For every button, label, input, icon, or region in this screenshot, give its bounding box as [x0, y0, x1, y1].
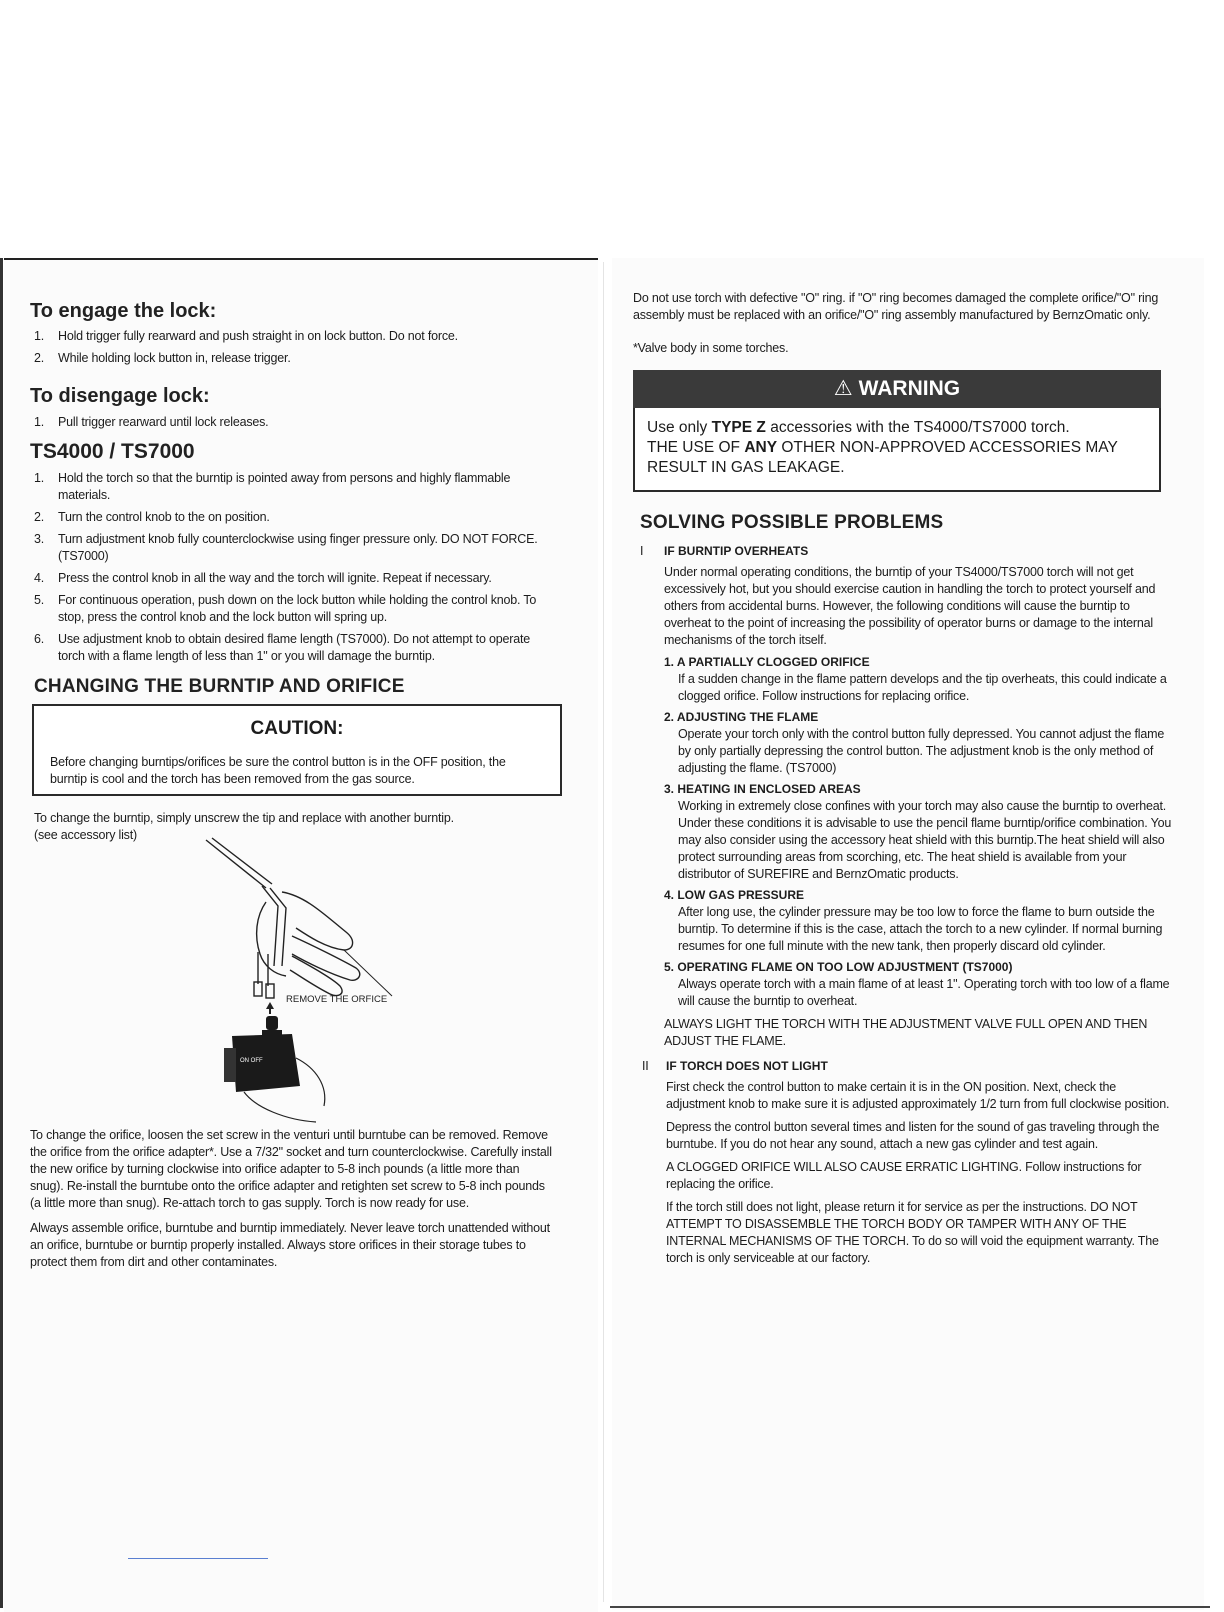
cause-title: 5. OPERATING FLAME ON TOO LOW ADJUSTMENT (TS7000) [664, 960, 1013, 974]
step-text: Turn the control knob to the on position. [58, 510, 270, 524]
step-number: 3. [34, 532, 45, 546]
cause-text: Working in extremely close confines with your torch may also cause the burntip to overheat. Under these conditions it is advisable to use the pencil flame burntip/orifice combination. You may also consider using the accessory heat shield with this burntip.The heat shield will also protect surrounding areas from scorching, etc. The heat shield is available from your distributor of SUREFIRE and BernzOmatic products. [678, 799, 1172, 881]
changing-burntip-heading: CHANGING THE BURNTIP AND ORIFICE [34, 676, 405, 697]
list-item [34, 592, 554, 626]
step-text: Use adjustment knob to obtain desired flame length (TS7000). Do not attempt to operate torch with a flame length of less than 1" or you will damage the burntip. [58, 632, 530, 663]
step-number: 2. [34, 351, 45, 365]
caution-box [32, 704, 562, 796]
valve-body-note: *Valve body in some torches. [633, 341, 789, 355]
on-off-label: ON OFF [240, 1058, 263, 1064]
disengage-lock-heading: To disengage lock: [30, 385, 210, 407]
step-text: While holding lock button in, release trigger. [58, 351, 291, 365]
oring-text: Do not use torch with defective "O" ring. if "O" ring becomes damaged the complete orifice/"O" ring assembly must be replaced with an orifice/"O" ring assembly manufactured by BernzOmatic only. [633, 291, 1159, 322]
section-does-not-light [642, 1058, 1176, 1267]
caution-text: Before changing burntips/orifices be sure the control button is in the OFF position, the burntip is cool and the torch has been removed from the gas source. [50, 755, 506, 786]
orifice-adapter [266, 1016, 278, 1030]
step-text: Hold trigger fully rearward and push straight in on lock button. Do not force. [58, 329, 458, 343]
step-number: 6. [34, 632, 45, 646]
trigger-guard [296, 1058, 325, 1106]
orifice-removal-illustration [196, 836, 406, 1126]
step-text: Hold the torch so that the burntip is pointed away from persons and highly flammable materials. [58, 471, 511, 502]
list-item [34, 470, 554, 504]
warning-text-bold: ANY [744, 439, 778, 456]
list-item [34, 414, 574, 431]
orifice-left [254, 982, 262, 996]
warning-text-part: Use only [647, 419, 712, 436]
arrow-up-icon [266, 1002, 274, 1009]
bottom-rule [610, 1606, 1210, 1608]
accessory-list-note: (see accessory list) [34, 828, 137, 842]
always-light-note: ALWAYS LIGHT THE TORCH WITH THE ADJUSTMENT VALVE FULL OPEN AND THEN ADJUST THE FLAME. [664, 1017, 1148, 1048]
cause-title: 3. HEATING IN ENCLOSED AREAS [664, 782, 861, 796]
list-item [34, 570, 554, 587]
orifice-right [266, 984, 274, 998]
assemble-text: Always assemble orifice, burntube and burntip immediately. Never leave torch unattended without an orifice, burntube or burntip properly installed. Always store orifices in their storage tubes to protect them from dirt and other contaminates. [30, 1221, 550, 1269]
section-intro: Under normal operating conditions, the burntip of your TS4000/TS7000 torch will not get excessively hot, but you should exercise caution in handling the torch to protect yourself and others from accidental burns. However, the following conditions will cause the burntip to overheat to the point of increasing the possibility of operator burns or damage to the internal mechanisms of the torch itself. [664, 565, 1156, 647]
engage-lock-heading: To engage the lock: [30, 300, 217, 322]
warning-bar [633, 370, 1161, 408]
change-burntip-line: To change the burntip, simply unscrew the tip and replace with another burntip. [34, 811, 454, 825]
warning-triangle-icon: ⚠ [833, 377, 853, 400]
step-number: 1. [34, 329, 45, 343]
paragraph: A CLOGGED ORIFICE WILL ALSO CAUSE ERRATIC LIGHTING. Follow instructions for replacing the orifice. [666, 1160, 1142, 1191]
cause-title: 4. LOW GAS PRESSURE [664, 888, 805, 902]
list-item [664, 959, 1172, 1010]
step-text: Press the control knob in all the way and the torch will ignite. Repeat if necessary. [58, 571, 492, 585]
warning-text-part: THE USE OF [647, 439, 745, 456]
warning-text [647, 418, 1147, 478]
remove-orifice-label: REMOVE THE ORFICE [286, 994, 388, 1005]
cause-title: 1. A PARTIALLY CLOGGED ORIFICE [664, 655, 870, 669]
step-text: Turn adjustment knob fully counterclockwise using finger pressure only. DO NOT FORCE. (TS7000) [58, 532, 538, 563]
caution-title: CAUTION: [250, 718, 344, 739]
warning-title: WARNING [858, 377, 961, 400]
step-number: 1. [34, 415, 45, 429]
paragraph: First check the control button to make certain it is in the ON position. Next, check the adjustment knob to make sure it is adjusted approximately 1/2 turn from full clockwise position. [666, 1080, 1170, 1111]
warning-text-bold: TYPE Z [711, 419, 766, 436]
list-item [664, 781, 1172, 883]
cause-text: After long use, the cylinder pressure may be too low to force the flame to burn outside the burntip. To determine if this is the case, attach the torch to a new cylinder. If normal burning resumes for one full minute with the new tank, then properly discard old cylinder. [678, 905, 1163, 953]
step-number: 2. [34, 510, 45, 524]
warning-box [633, 370, 1161, 492]
section-title: IF BURNTIP OVERHEATS [664, 544, 809, 558]
cause-text: Operate your torch only with the control button fully depressed. You cannot adjust the flame by only partially depressing the control button. The adjustment knob is the only method of adjusting the flame. (TS7000) [678, 727, 1165, 775]
page-fold [603, 262, 604, 1602]
section-number: I [640, 544, 644, 558]
warning-text-part: OTHER NON-APPROVED ACCESSORIES MAY RESULT IN GAS LEAKAGE. [647, 439, 1118, 476]
model-heading: TS4000 / TS7000 [30, 440, 195, 463]
cause-list [664, 654, 1172, 1050]
burntube-body [262, 886, 278, 966]
list-item [34, 509, 554, 526]
section-number: II [642, 1059, 649, 1073]
solving-problems-heading: SOLVING POSSIBLE PROBLEMS [640, 512, 944, 533]
change-orifice-text: To change the orifice, loosen the set screw in the venturi until burntube can be removed. Remove the orifice from the orifice adapter*. Use a 7/32" socket and turn counterclockwise. Carefully install the new orifice by turning clockwise into orifice adapter to 5-8 inch pounds (a little more than snug). Re-install the burntube onto the orifice adapter and retighten set screw to 5-8 inch pounds (a little more than snug). Re-attach torch to gas supply. Torch is now ready for use. [30, 1128, 552, 1210]
list-item [664, 709, 1172, 777]
disengage-steps [34, 414, 574, 436]
list-item [664, 654, 1172, 705]
list-item [34, 531, 554, 565]
engage-steps [34, 328, 574, 372]
list-item [34, 328, 574, 345]
burntube-line [206, 840, 266, 888]
section-title: IF TORCH DOES NOT LIGHT [666, 1059, 828, 1073]
blue-rule [128, 1558, 268, 1559]
paragraph: If the torch still does not light, please return it for service as per the instructions. DO NOT ATTEMPT TO DISASSEMBLE THE TORCH BODY OR TAMPER WITH ANY OF THE INTERNAL MECHANISMS OF THE TORCH. To do so will void the equipment warranty. The torch is only serviceable at our factory. [666, 1200, 1159, 1265]
step-number: 4. [34, 571, 45, 585]
list-item [664, 887, 1172, 955]
scan-edge-left [0, 258, 3, 1608]
step-number: 1. [34, 471, 45, 485]
cause-text: Always operate torch with a main flame of at least 1". Operating torch with too low of a flame will cause the burntip to overheat. [678, 977, 1170, 1008]
model-steps [34, 470, 554, 670]
hand-thumb [282, 892, 353, 950]
step-number: 5. [34, 593, 45, 607]
step-text: Pull trigger rearward until lock releases. [58, 415, 269, 429]
section-overheats [640, 543, 1176, 649]
warning-text-part: accessories with the TS4000/TS7000 torch. [765, 419, 1070, 436]
cause-title: 2. ADJUSTING THE FLAME [664, 710, 819, 724]
list-item [34, 631, 554, 665]
cause-text: If a sudden change in the flame pattern develops and the tip overheats, this could indicate a clogged orifice. Follow instructions for replacing orifice. [678, 672, 1167, 703]
list-item [34, 350, 574, 367]
step-text: For continuous operation, push down on the lock button while holding the control knob. To stop, press the control knob and the lock button will spring up. [58, 593, 537, 624]
paragraph: Depress the control button several times and listen for the sound of gas traveling through the burntube. If you do not hear any sound, attach a new gas cylinder and test again. [666, 1120, 1160, 1151]
